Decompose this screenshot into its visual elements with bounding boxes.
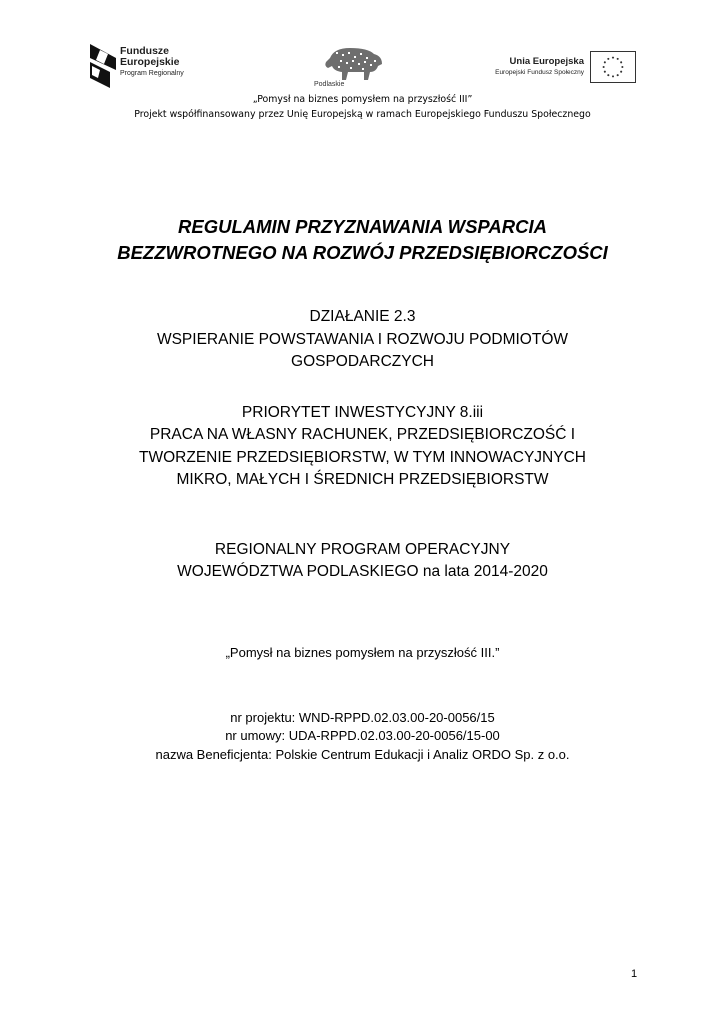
contract-number: nr umowy: UDA-RPPD.02.03.00-20-0056/15-00: [225, 728, 500, 743]
project-number: nr projektu: WND-RPPD.02.03.00-20-0056/15: [230, 709, 495, 725]
priority-line: PRIORYTET INWESTYCYJNY 8.iii: [241, 403, 484, 421]
project-info: [0, 709, 725, 765]
document-title: [0, 214, 725, 266]
fundusze-europejskie-logo: [90, 44, 230, 90]
priority-line: TWORZENIE PRZEDSIĘBIORSTW, W TYM INNOWACYJNYCH: [139, 448, 586, 466]
action-line: WSPIERANIE POWSTAWANIA I ROZWOJU PODMIOTÓW: [156, 330, 569, 348]
program-line: REGIONALNY PROGRAM OPERACYJNY: [214, 540, 511, 558]
eu-logo-line2: Europejski Fundusz Społeczny: [495, 68, 584, 76]
action-section: [0, 306, 725, 374]
eu-flag-icon: [590, 51, 636, 83]
beneficiary-name: nazwa Beneficjenta: Polskie Centrum Edukacji i Analiz ORDO Sp. z o.o.: [155, 746, 570, 762]
priority-section: [0, 402, 725, 492]
program-line: WOJEWÓDZTWA PODLASKIEGO na lata 2014-2020: [177, 563, 548, 580]
podlaskie-logo-label: Podlaskie: [314, 81, 345, 88]
fundusze-europejskie-mark-icon: [90, 44, 116, 88]
bison-icon: [312, 44, 390, 82]
program-section: [0, 539, 725, 584]
project-name: „Pomysł na biznes pomysłem na przyszłość III.”: [225, 644, 500, 660]
header-project-quote: „Pomysł na biznes pomysłem na przyszłość III”: [252, 94, 473, 105]
title-line: REGULAMIN PRZYZNAWANIA WSPARCIA: [178, 216, 547, 237]
fundusze-logo-line1: Fundusze: [120, 45, 169, 57]
priority-line: PRACA NA WŁASNY RACHUNEK, PRZEDSIĘBIORCZOŚĆ I: [149, 426, 576, 443]
eu-logo-line1: Unia Europejska: [509, 56, 584, 67]
podlaskie-logo: [312, 44, 392, 92]
eu-logo: [480, 48, 640, 88]
document-body: [0, 214, 725, 764]
action-line: GOSPODARCZYCH: [291, 353, 434, 370]
fundusze-logo-line3: Program Regionalny: [120, 70, 184, 77]
fundusze-logo-line2: Europejskie: [120, 55, 180, 68]
document-header: [0, 0, 725, 125]
header-cofinance-note: Projekt współfinansowany przez Unię Europejską w ramach Europejskiego Funduszu Społecznego: [134, 109, 591, 120]
page-number: 1: [631, 968, 638, 980]
priority-line: MIKRO, MAŁYCH I ŚREDNICH PRZEDSIĘBIORSTW: [176, 471, 549, 488]
title-line: BEZZWROTNEGO NA ROZWÓJ PRZEDSIĘBIORCZOŚCI: [117, 242, 608, 263]
action-line: DZIAŁANIE 2.3: [309, 308, 416, 325]
